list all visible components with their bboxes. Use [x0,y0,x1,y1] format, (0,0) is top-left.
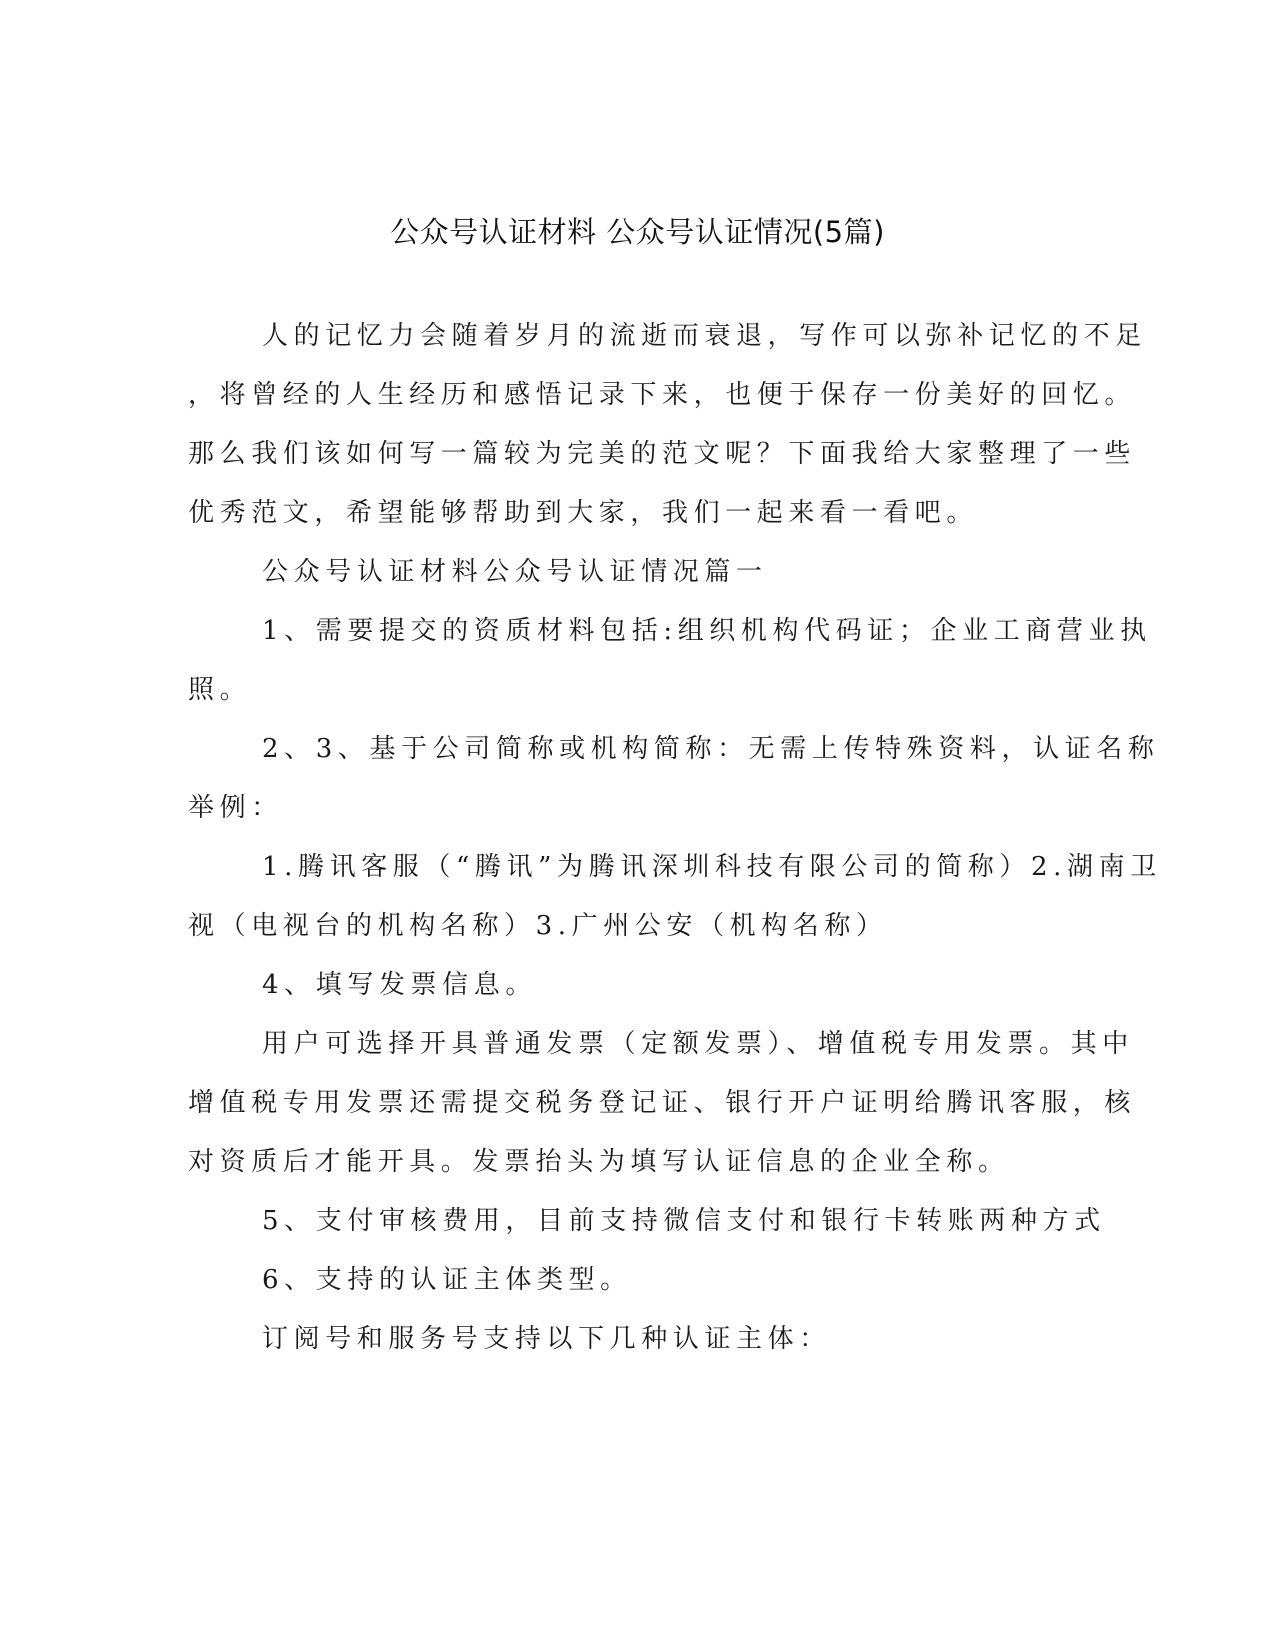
body-line: 用户可选择开具普通发票（定额发票）、增值税专用发票。其中 [262,1029,1134,1059]
body-line: 那么我们该如何写一篇较为完美的范文呢？下面我给大家整理了一些 [188,439,1137,469]
body-line: 增值税专用发票还需提交税务登记证、银行开户证明给腾讯客服，核 [188,1088,1137,1118]
body-line: 对资质后才能开具。发票抬头为填写认证信息的企业全称。 [188,1147,1010,1177]
document-title: 公众号认证材料 公众号认证情况(5篇) [390,215,885,249]
body-line: 6、支持的认证主体类型。 [262,1265,632,1295]
body-line: 2、3、基于公司简称或机构简称：无需上传特殊资料，认证名称 [262,734,1160,764]
body-line: 举例： [188,793,283,823]
body-line: 订阅号和服务号支持以下几种认证主体： [262,1324,831,1354]
body-line: 1、需要提交的资质材料包括:组织机构代码证；企业工商营业执 [262,616,1152,646]
body-line: 1.腾讯客服（“腾讯”为腾讯深圳科技有限公司的简称）2.湖南卫 [262,852,1162,882]
section-heading: 公众号认证材料公众号认证情况篇一 [262,557,768,587]
body-line: 4、填写发票信息。 [262,970,537,1000]
body-line: 优秀范文，希望能够帮助到大家，我们一起来看一看吧。 [188,498,979,528]
body-line: 视（电视台的机构名称）3.广州公安（机构名称） [188,911,888,941]
body-line: 照。 [188,675,252,705]
body-line: ，将曾经的人生经历和感悟记录下来，也便于保存一份美好的回忆。 [188,380,1137,410]
body-line: 5、支付审核费用，目前支持微信支付和银行卡转账两种方式 [262,1206,1106,1236]
body-line: 人的记忆力会随着岁月的流逝而衰退，写作可以弥补记忆的不足 [262,321,1147,351]
